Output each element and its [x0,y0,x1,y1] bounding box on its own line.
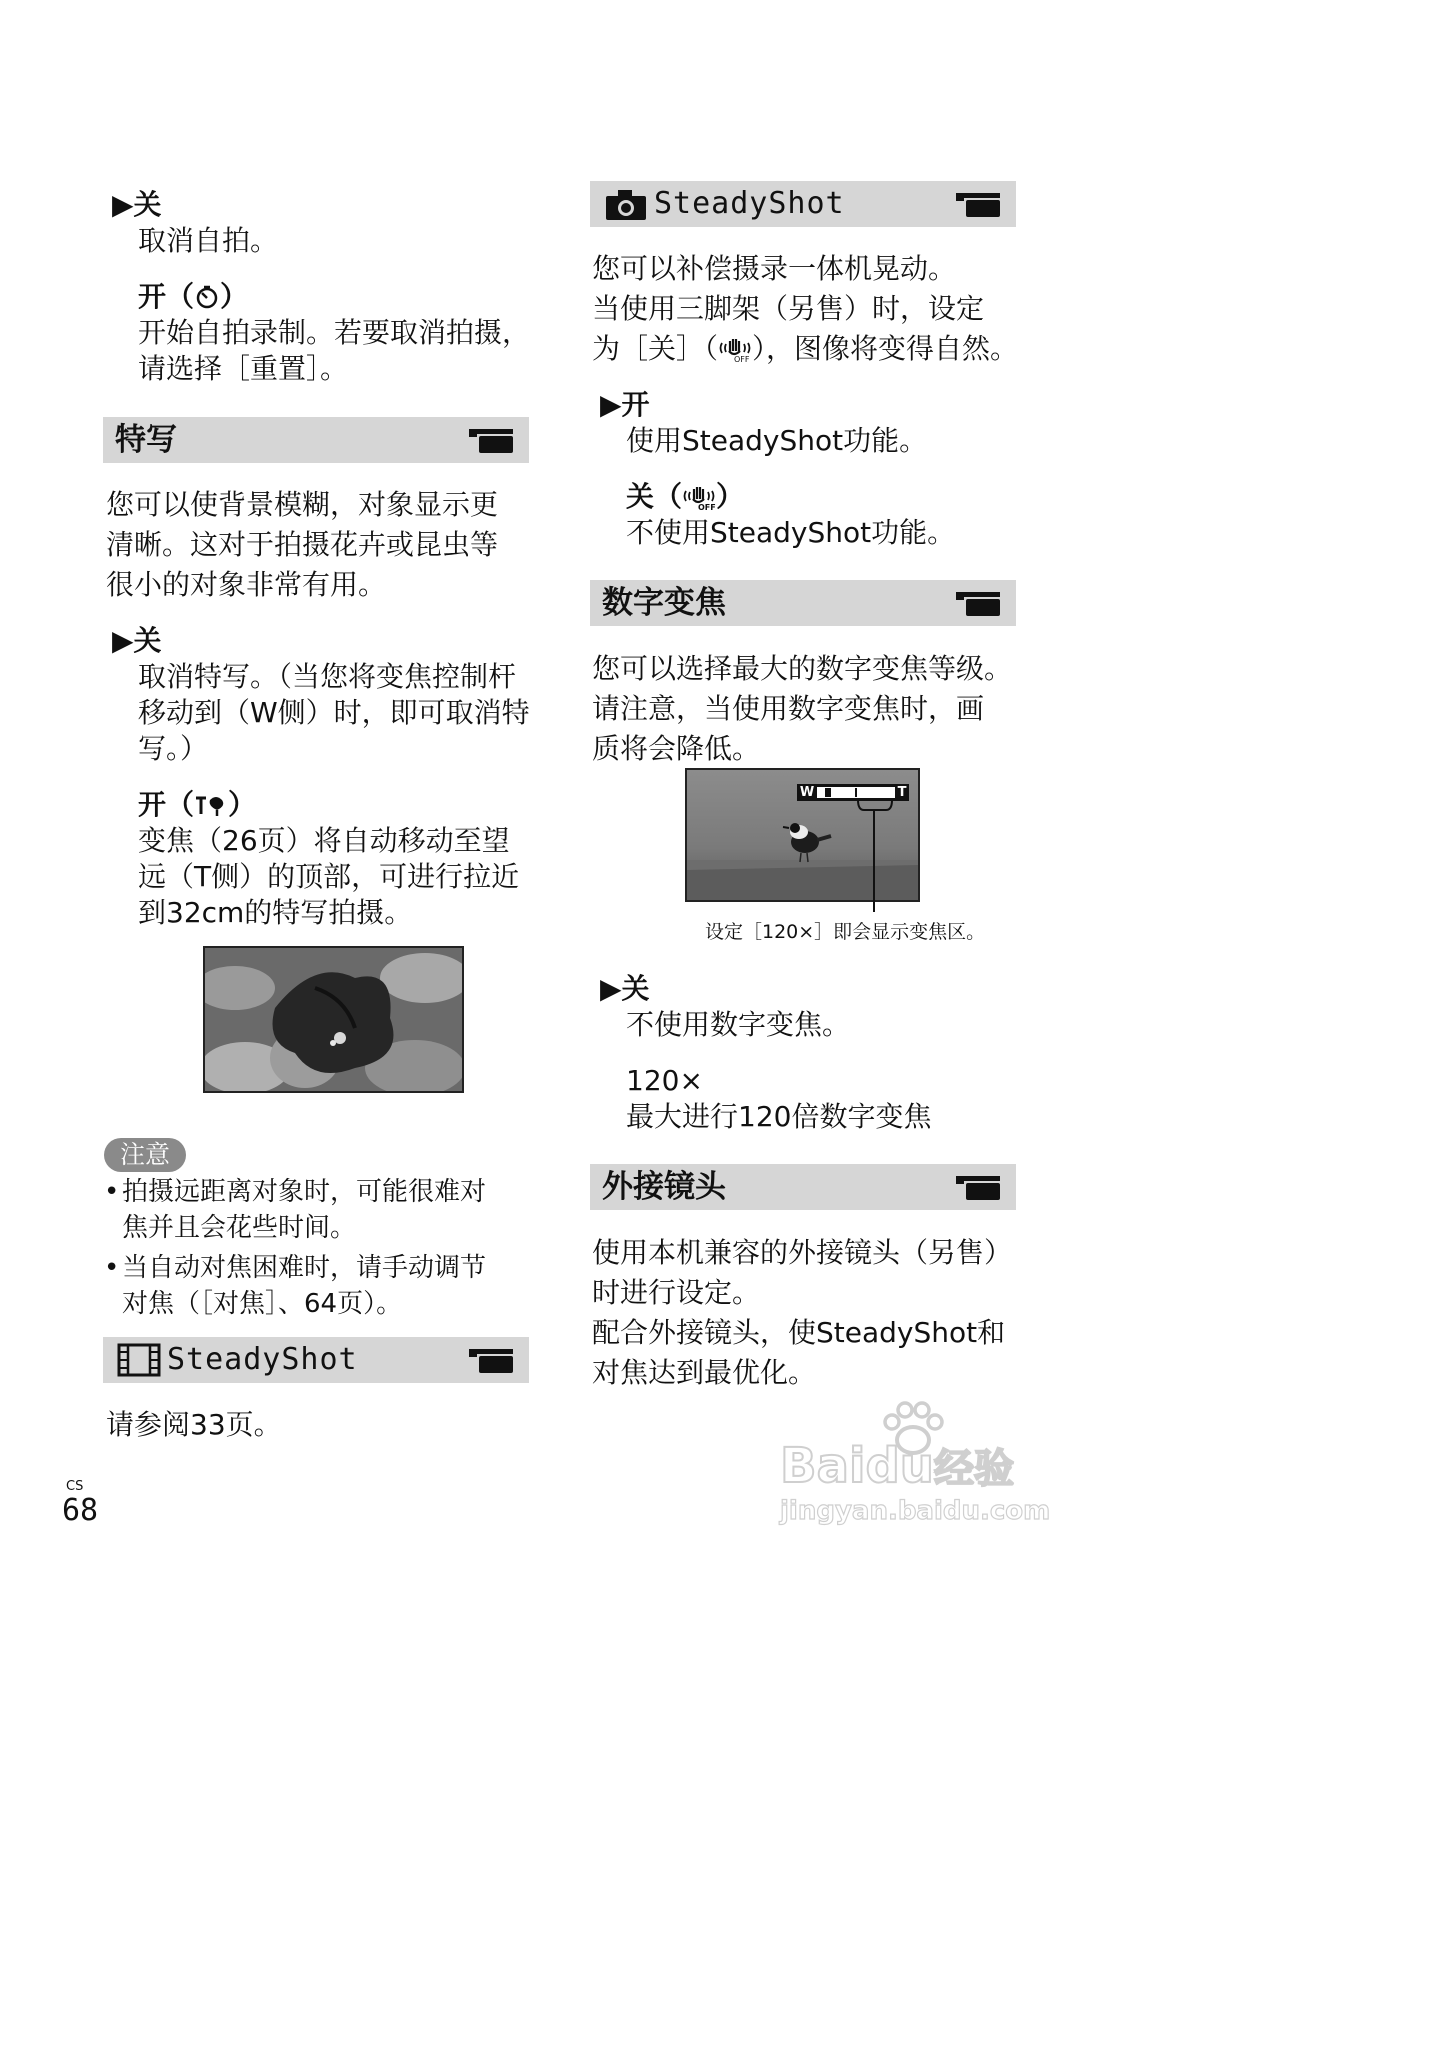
conversion-lens-header [590,1164,1016,1210]
self-timer-off-label: ▶关 [112,188,162,221]
flower-photo [203,946,464,1093]
photo-steadyshot-header [590,181,1016,227]
camera-mode-icon [956,592,1000,616]
digital-zoom-off-desc: 不使用数字变焦。 [626,1008,851,1041]
photo-steadyshot-body-1: 您可以补偿摄录一体机晃动。 [592,252,957,285]
note-bullet-1: • [104,1177,120,1207]
self-timer-on-label: 开（ [138,280,195,313]
zoom-w-label: W [799,785,815,800]
photo-steadyshot-body-2: 当使用三脚架（另售）时，设定 [592,292,985,325]
self-timer-on-desc-1: 开始自拍录制。若要取消拍摄， [138,316,531,349]
note-item-2-line-1: 当自动对焦困难时，请手动调节 [122,1253,487,1283]
film-icon [117,1343,161,1377]
conversion-lens-body-4: 对焦达到最优化。 [592,1356,817,1389]
steadyshot-off-icon [718,335,752,363]
baidu-watermark [780,1400,1070,1530]
digital-zoom-body-3: 质将会降低。 [592,732,761,765]
closeup-on-desc-1: 变焦（26页）将自动移动至望 [138,824,510,857]
zoom-t-label: T [897,785,907,800]
closeup-section-header [103,417,529,463]
camera-mode-icon [956,193,1000,217]
closeup-on-desc-2: 远（T侧）的顶部，可进行拉近 [138,860,520,893]
digital-zoom-caption: 设定［120×］即会显示变焦区。 [705,921,986,943]
page-lang-code: CS [66,1479,84,1494]
watermark-brand: Baidu经验 [780,1438,1014,1494]
digital-zoom-body-2: 请注意，当使用数字变焦时，画 [592,692,985,725]
digital-zoom-header [590,580,1016,626]
digital-zoom-120x-label: 120× [626,1064,703,1097]
movie-steadyshot-header [103,1337,529,1383]
note-badge: 注意 [104,1138,186,1172]
watermark-url: jingyan.baidu.com [780,1496,1051,1526]
still-camera-icon [606,190,646,220]
zoom-area-callout [850,800,900,915]
closeup-off-desc-1: 取消特写。（当您将变焦控制杆 [138,660,517,693]
note-item-1-line-1: 拍摄远距离对象时，可能很难对 [122,1177,487,1207]
closeup-on-desc-3: 到32cm的特写拍摄。 [138,896,413,929]
conversion-lens-body-1: 使用本机兼容的外接镜头（另售） [592,1236,1013,1269]
svg-text:OFF: OFF [734,355,750,363]
photo-steadyshot-on-label: ▶开 [600,388,650,421]
self-timer-on-desc-2: 请选择［重置］。 [138,352,349,385]
closeup-off-desc-3: 写。） [138,732,209,765]
zoom-track [817,787,895,798]
conversion-lens-body-3: 配合外接镜头，使SteadyShot和 [592,1316,1006,1349]
closeup-body-1: 您可以使背景模糊，对象显示更 [106,488,499,521]
closeup-body-2: 清晰。这对于拍摄花卉或昆虫等 [106,528,499,561]
digital-zoom-body-1: 您可以选择最大的数字变焦等级。 [592,652,1013,685]
closeup-on-label-row: 开（ ） [138,788,257,821]
digital-zoom-120x-desc: 最大进行120倍数字变焦 [626,1100,932,1133]
note-bullet-2: • [104,1253,120,1283]
conversion-lens-title: 外接镜头 [602,1169,726,1205]
self-timer-icon [194,284,220,310]
flower-image [205,948,462,1091]
page-number: 68 [62,1493,99,1528]
closeup-body-3: 很小的对象非常有用。 [106,568,387,601]
camera-mode-icon [469,429,513,453]
photo-steadyshot-title: SteadyShot [654,186,845,221]
closeup-off-desc-2: 移动到（W侧）时，即可取消特 [138,696,530,729]
self-timer-off-desc: 取消自拍。 [138,224,279,257]
photo-steadyshot-off-label: 关（ [626,480,683,513]
svg-text:OFF: OFF [698,503,716,511]
movie-steadyshot-title: SteadyShot [167,1342,358,1377]
steadyshot-off-icon [682,483,716,511]
camera-mode-icon [956,1176,1000,1200]
photo-steadyshot-body-3a: 为［关］（ [592,332,719,365]
note-item-2-line-2: 对焦（［对焦］、64页）。 [122,1289,403,1319]
self-timer-on-label-row: 开（ ） [138,280,249,313]
conversion-lens-body-2: 时进行设定。 [592,1276,761,1309]
closeup-title: 特写 [115,422,177,458]
photo-steadyshot-off-label-row: 关（ OFF ） [626,480,745,513]
zoom-optical-marker [825,788,831,797]
photo-steadyshot-on-desc: 使用SteadyShot功能。 [626,424,928,457]
zoom-bar [797,784,909,801]
zoom-tick [855,788,857,797]
photo-steadyshot-off-desc: 不使用SteadyShot功能。 [626,516,956,549]
closeup-on-label: 开（ [138,788,195,821]
note-item-1-line-2: 焦并且会花些时间。 [122,1213,357,1243]
closeup-off-label: ▶关 [112,624,162,657]
tele-macro-icon [194,792,228,818]
digital-zoom-off-label: ▶关 [600,972,650,1005]
photo-steadyshot-body-3-row [592,330,1018,368]
digital-zoom-title: 数字变焦 [602,585,726,621]
photo-steadyshot-body-3b: ），图像将变得自然。 [752,332,1019,365]
camera-mode-icon [469,1349,513,1373]
movie-steadyshot-body: 请参阅33页。 [106,1408,282,1441]
